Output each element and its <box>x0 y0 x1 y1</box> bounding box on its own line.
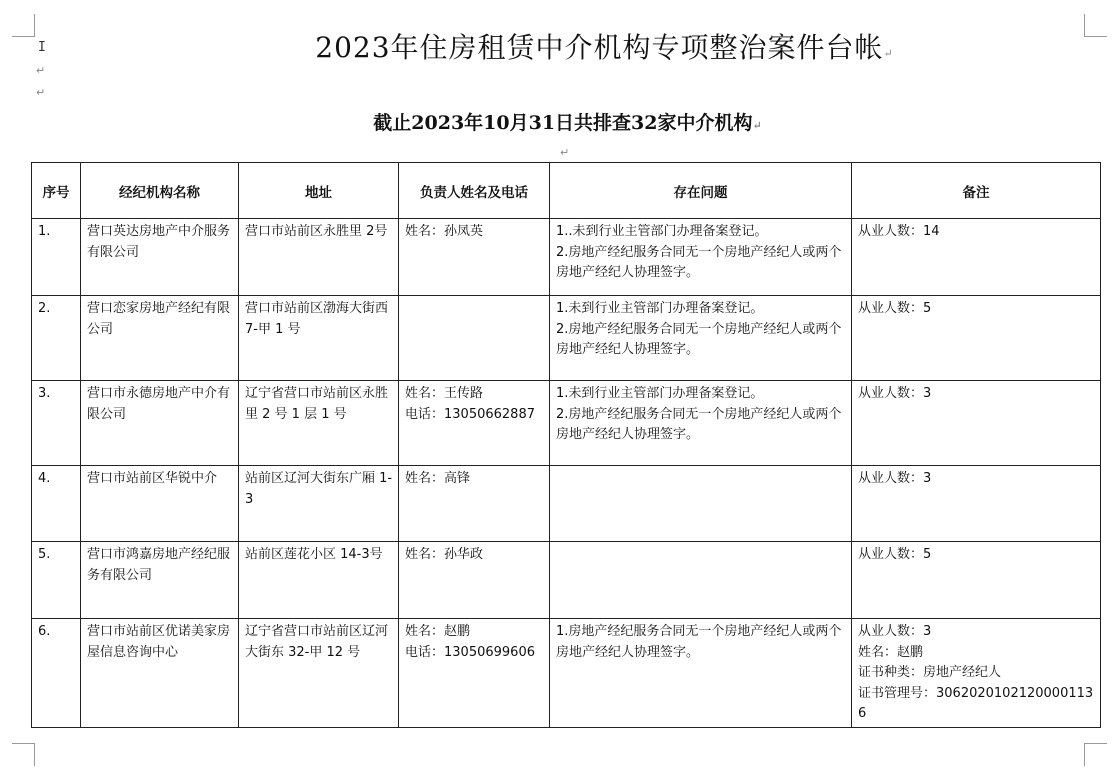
cell-contact-line: 电话：13050699606 <box>405 644 535 660</box>
cell-issues-line: 1..未到行业主管部门办理备案登记。 <box>556 224 768 239</box>
cell-index: 2. <box>32 296 81 381</box>
cell-issues <box>550 219 852 296</box>
document-title: 2023年住房租赁中介机构专项整治案件台帐↵ <box>315 31 894 64</box>
cell-contact-line: 电话：13050662887 <box>405 406 535 422</box>
paragraph-mark-icon: ↵ <box>36 64 46 77</box>
table-row <box>32 619 1101 728</box>
cell-issues <box>550 466 852 542</box>
cell-issues-line: 2.房地产经纪服务合同无一个房地产经纪人或两个房地产经纪人协理签字。 <box>556 406 842 442</box>
cell-notes-line: 从业人数：3 <box>858 386 932 401</box>
cell-notes <box>852 219 1101 296</box>
table-row <box>32 219 1101 296</box>
cell-address: 辽宁省营口市站前区永胜里 2 号 1 层 1 号 <box>239 381 399 466</box>
cell-notes-line: 从业人数：3 <box>858 624 932 639</box>
cell-index: 4. <box>32 466 81 542</box>
cell-agency-name: 营口市站前区优诺美家房屋信息咨询中心 <box>81 619 239 728</box>
cell-agency-name: 营口恋家房地产经纪有限公司 <box>81 296 239 381</box>
cell-contact <box>399 466 550 542</box>
cell-contact <box>399 219 550 296</box>
header-agency-name: 经纪机构名称 <box>81 163 239 219</box>
cell-index: 6. <box>32 619 81 728</box>
cell-notes-line: 从业人数：3 <box>858 471 932 486</box>
cell-notes-line: 从业人数：5 <box>858 547 932 562</box>
table-row <box>32 542 1101 619</box>
paragraph-mark-icon: ↵ <box>560 146 570 159</box>
crop-mark-bottom-right <box>1084 743 1107 766</box>
table-row <box>32 466 1101 542</box>
paragraph-mark-icon: ↵ <box>36 86 46 99</box>
cell-notes <box>852 381 1101 466</box>
cell-notes <box>852 619 1101 728</box>
cell-index: 3. <box>32 381 81 466</box>
header-contact: 负责人姓名及电话 <box>399 163 550 219</box>
cell-contact-line: 姓名：孙华政 <box>405 547 484 562</box>
paragraph-marks <box>36 60 45 104</box>
cell-notes-line: 从业人数：5 <box>858 301 932 316</box>
cell-issues-line: 1.未到行业主管部门办理备案登记。 <box>556 386 764 401</box>
cell-notes <box>852 296 1101 381</box>
cell-notes <box>852 542 1101 619</box>
cell-notes-line: 证书种类：房地产经纪人 <box>858 665 1002 680</box>
cell-contact-line: 姓名：孙凤英 <box>405 224 484 239</box>
cell-notes-line: 姓名：赵鹏 <box>858 644 924 660</box>
cell-contact <box>399 619 550 728</box>
cell-notes <box>852 466 1101 542</box>
cell-index: 5. <box>32 542 81 619</box>
cell-agency-name: 营口市永德房地产中介有限公司 <box>81 381 239 466</box>
cell-agency-name: 营口市站前区华锐中介 <box>81 466 239 542</box>
table-header-row <box>32 163 1101 219</box>
cell-contact <box>399 381 550 466</box>
cell-issues-line: 1.未到行业主管部门办理备案登记。 <box>556 301 764 316</box>
cell-issues-line: 2.房地产经纪服务合同无一个房地产经纪人或两个房地产经纪人协理签字。 <box>556 244 842 280</box>
cell-issues-line: 1.房地产经纪服务合同无一个房地产经纪人或两个房地产经纪人协理签字。 <box>556 624 842 660</box>
cell-agency-name: 营口市鸿嘉房地产经纪服务有限公司 <box>81 542 239 619</box>
header-notes: 备注 <box>852 163 1101 219</box>
cell-issues <box>550 296 852 381</box>
cell-contact-line: 姓名：赵鹏 <box>405 624 471 639</box>
crop-mark-bottom-left <box>12 743 35 766</box>
header-issues: 存在问题 <box>550 163 852 219</box>
cell-address: 营口市站前区渤海大街西 7-甲 1 号 <box>239 296 399 381</box>
cell-contact-line: 姓名：王传路 <box>405 386 484 401</box>
table-row <box>32 296 1101 381</box>
cell-issues <box>550 619 852 728</box>
cell-contact <box>399 542 550 619</box>
cell-issues <box>550 542 852 619</box>
table-row <box>32 381 1101 466</box>
header-index: 序号 <box>32 163 81 219</box>
cell-address: 站前区辽河大街东广厢 1-3 <box>239 466 399 542</box>
cell-contact <box>399 296 550 381</box>
cell-contact-line: 姓名：高锋 <box>405 471 471 486</box>
case-ledger-table <box>31 162 1101 728</box>
cell-address: 营口市站前区永胜里 2号 <box>239 219 399 296</box>
cell-notes-line: 证书管理号：30620201021200001136 <box>858 685 1094 721</box>
cell-address: 站前区莲花小区 14-3号 <box>239 542 399 619</box>
cell-agency-name: 营口英达房地产中介服务有限公司 <box>81 219 239 296</box>
header-address: 地址 <box>239 163 399 219</box>
document-subtitle: 截止2023年10月31日共排查32家中介机构↵ <box>373 112 762 134</box>
cell-notes-line: 从业人数：14 <box>858 224 940 239</box>
cell-address: 辽宁省营口市站前区辽河大街东 32-甲 12 号 <box>239 619 399 728</box>
cell-issues-line: 2.房地产经纪服务合同无一个房地产经纪人或两个房地产经纪人协理签字。 <box>556 321 842 357</box>
text-cursor: I <box>38 40 46 55</box>
cell-issues <box>550 381 852 466</box>
cell-index: 1. <box>32 219 81 296</box>
